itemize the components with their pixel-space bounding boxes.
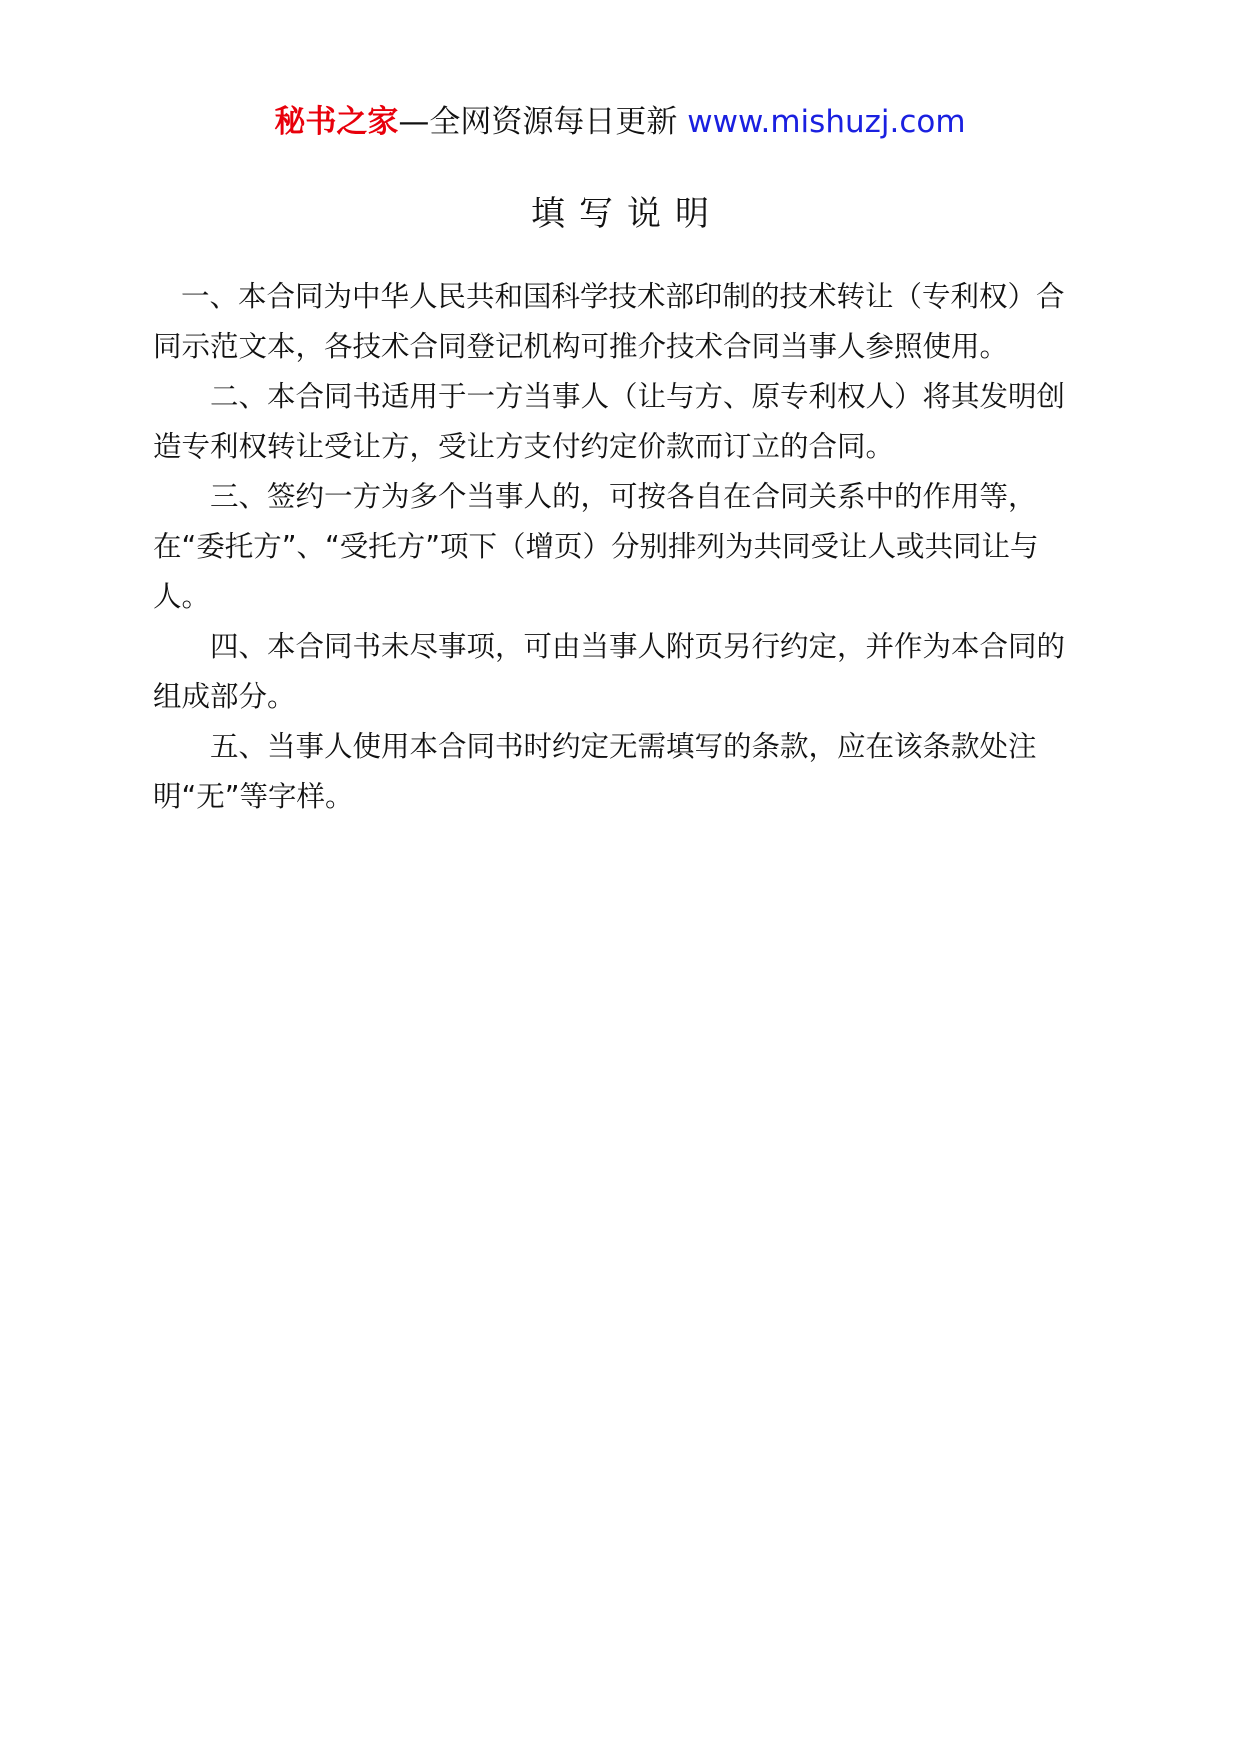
instruction-paragraph-3: 三、签约一方为多个当事人的，可按各自在合同关系中的作用等，在“委托方”、“受托方”项下（增页）分别排列为共同受让人或共同让与人。	[153, 480, 1039, 613]
site-header	[0, 102, 1240, 142]
brand-name: 秘书之家	[274, 104, 399, 140]
header-tagline: —全网资源每日更新	[398, 104, 678, 140]
instruction-paragraph-5: 五、当事人使用本合同书时约定无需填写的条款，应在该条款处注明“无”等字样。	[153, 730, 1037, 813]
instruction-paragraph-2: 二、本合同书适用于一方当事人（让与方、原专利权人）将其发明创造专利权转让受让方，受让方支付约定价款而订立的合同。	[153, 380, 1066, 463]
document-title: 填写说明	[531, 194, 723, 234]
instruction-paragraph-1: 一、本合同为中华人民共和国科学技术部印制的技术转让（专利权）合同示范文本，各技术合同登记机构可推介技术合同当事人参照使用。	[153, 280, 1065, 363]
instructions-body	[153, 272, 1088, 822]
instruction-paragraph-4: 四、本合同书未尽事项，可由当事人附页另行约定，并作为本合同的组成部分。	[153, 630, 1066, 713]
site-url-link[interactable]: www.mishuzj.com	[687, 104, 966, 140]
